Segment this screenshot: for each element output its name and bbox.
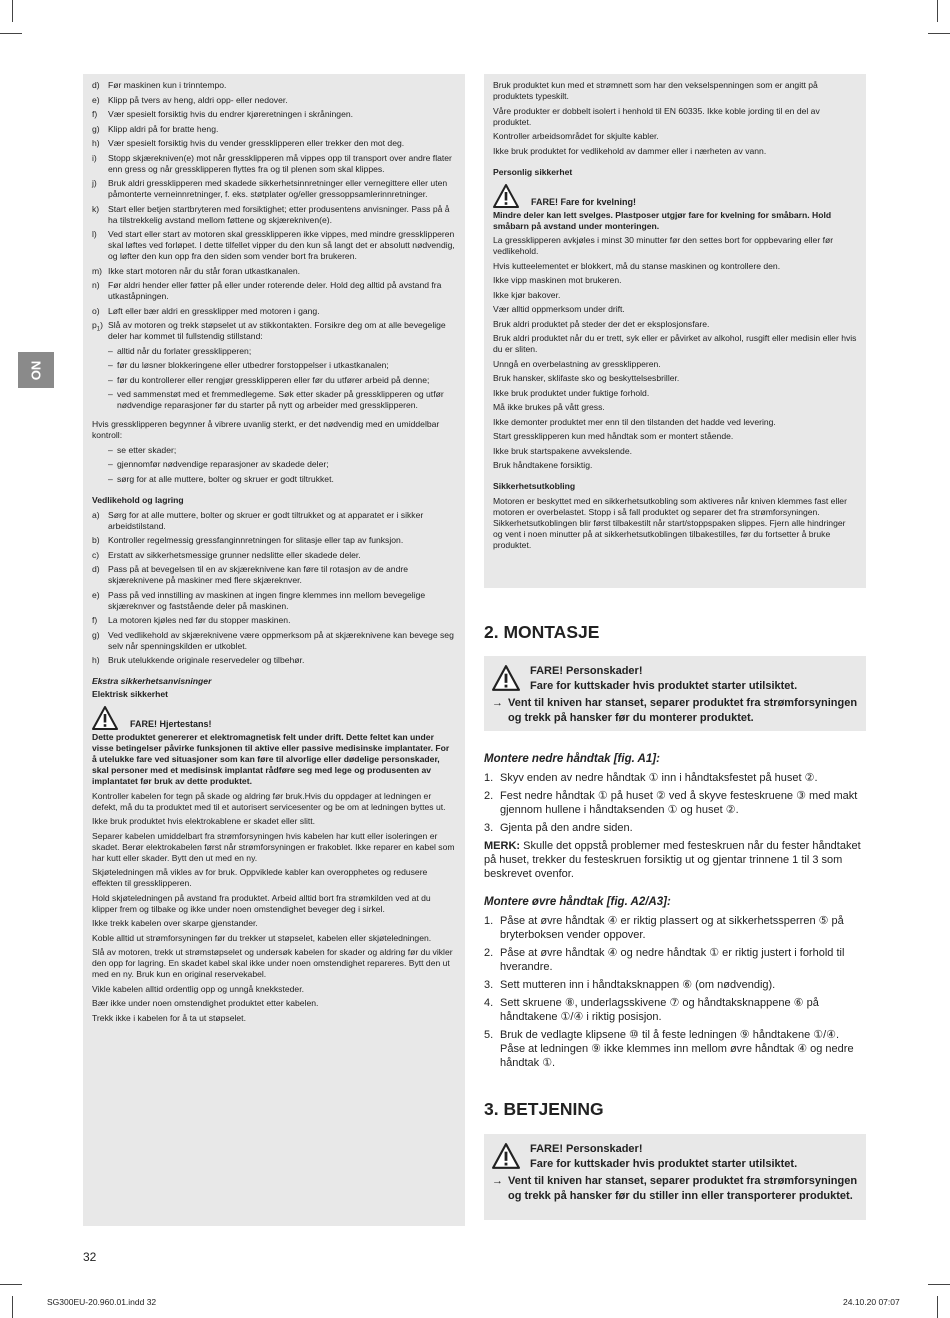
dash-item xyxy=(108,459,456,470)
item-text: Skyv enden av nedre håndtak ① inn i håndtaksfestet på huset ②. xyxy=(500,772,818,784)
item-marker: 1. xyxy=(484,915,494,927)
item-text: Klipp aldri på for bratte heng. xyxy=(108,123,219,134)
dash-item xyxy=(108,375,456,386)
dash-item xyxy=(108,474,456,485)
item-text: Før aldri hender eller føtter på eller under roterende deler. Hold deg alltid på avstand fra utkaståpningen. xyxy=(108,280,442,301)
item-text: Gjenta på den andre siden. xyxy=(500,822,633,834)
item-marker: 4. xyxy=(484,997,494,1009)
paragraph: Hold skjøteledningen på avstand fra produktet. Arbeid alltid bort fra strømkilden ved at du klipper frem og tilbake og ikke under noen omstendighet beveger deg i sirkel. xyxy=(92,892,431,914)
list-item xyxy=(92,550,456,561)
dash-item xyxy=(108,346,456,357)
step-item xyxy=(484,1028,866,1070)
item-text: Ved vedlikehold av skjæreknivene være oppmerksom på at skjæreknivene kan bevege seg selv når spenningskilden er utkoblet. xyxy=(108,629,454,651)
dash-text: før du kontrollerer eller rengjør gressklipperen eller før du utfører arbeid på denne; xyxy=(117,374,430,385)
cutoff-text: Motoren er beskyttet med en sikkerhetsutkobling som aktiveres når kniven klemmes fast eller motoren er overbelastet. Stopp i så fall produktet og separer det fra strømforsyningen. Sikkerhetsutkoblingen blir først tilbakestilt når start/stoppspaken slippes. Fjern alle hindringer og vent i noen minutter på at sikkerhetsutkoblingen tilbakestilles, før du fortsetter å bruke produktet. xyxy=(493,496,847,550)
paragraph: Hvis kutteelementet er blokkert, må du stanse maskinen og kontrollere den. xyxy=(493,260,781,271)
item-marker: 2. xyxy=(484,790,494,802)
crop-mark xyxy=(0,1284,22,1285)
crop-mark xyxy=(937,1296,938,1318)
paragraph: Skjøteledningen må vikles av for bruk. Oppviklede kabler kan overopphetes og redusere effekten til gressklipperen. xyxy=(92,867,428,888)
safety-list xyxy=(92,80,456,317)
crop-mark xyxy=(937,0,938,22)
step-item xyxy=(484,978,866,992)
item-text: Vær spesielt forsiktig hvis du endrer kjøreretningen i skråningen. xyxy=(108,109,354,119)
paragraph: Ikke vipp maskinen mot brukeren. xyxy=(493,275,622,285)
item-marker: l) xyxy=(92,229,97,239)
step-item xyxy=(484,996,866,1024)
paragraph: Ikke demonter produktet mer enn til den tilstanden det hadde ved levering. xyxy=(493,416,776,427)
list-item xyxy=(92,266,456,277)
item-marker: c) xyxy=(92,549,100,560)
list-item xyxy=(92,229,456,262)
language-tab: NO xyxy=(18,352,54,388)
list-item xyxy=(92,615,456,626)
list-item xyxy=(92,655,456,666)
dash-text: ved sammenstøt med et fremmedlegeme. Søk etter skader på gressklipperen og utfør nødvendige reparasjoner før du starter på nytt og arbeider med gressklipperen. xyxy=(117,389,444,410)
warning-heart xyxy=(92,706,456,730)
paragraph: Separer kabelen umiddelbart fra strømforsyningen hvis kabelen har kutt eller isoleringen er skadet. Berør elektrokabelen først når strømforsyningen er frakoblet. Ikke reparer en kabel som har kutt eller skader. Bytt den ut med en ny. xyxy=(92,830,455,863)
warning-icon xyxy=(92,706,118,730)
paragraph: Ikke kjør bakover. xyxy=(493,289,561,300)
item-marker: f) xyxy=(92,109,98,119)
warning-label: FARE! Hjertestans! xyxy=(130,719,212,729)
upper-handle-heading: Montere øvre håndtak [fig. A2/A3]: xyxy=(484,896,671,908)
crop-mark xyxy=(0,33,22,34)
lower-handle-heading: Montere nedre håndtak [fig. A1]: xyxy=(484,753,660,765)
item-marker: o) xyxy=(92,305,100,316)
item-text: Sett skruene ⑧, underlagsskivene ⑦ og håndtaksknappene ⑥ på håndtakene ①/④ i riktig posisjon. xyxy=(500,997,819,1023)
list-item xyxy=(92,590,456,612)
right-panel xyxy=(484,74,866,588)
warning-label: FARE! Personskader! xyxy=(530,1143,643,1155)
item-marker: h) xyxy=(92,655,100,665)
dash-marker: – xyxy=(108,374,113,385)
item-text: Bruk aldri gressklipperen med skadede sikkerhetsinnretninger eller vernegittere eller uten påmonterte verneinnretninger, f. eks. støtplater og/eller gressoppsamlerinnretninger. xyxy=(108,178,448,199)
dash-item xyxy=(108,389,456,411)
list-item xyxy=(92,564,456,586)
maintenance-list xyxy=(92,510,456,667)
paragraph: Ikke trekk kabelen over skarpe gjenstander. xyxy=(92,918,258,928)
paragraph: Ikke bruk produktet hvis elektrokablene er skadet eller slitt. xyxy=(92,816,316,826)
item-marker: g) xyxy=(92,629,100,640)
paragraph: Slå av motoren, trekk ut strømstøpselet og undersøk kabelen for skader og aldring før du vikler den opp for lagring. En skadet kabel skal ikke under noen omstendighet repareres. Bytt den ut med en ny. Bruk kun en original reservekabel. xyxy=(92,947,453,979)
paragraph: Må ikke brukes på vått gress. xyxy=(493,402,605,412)
item-text: Ikke start motoren når du står foran utkastkanalen. xyxy=(108,265,301,276)
cutoff-heading: Sikkerhetsutkobling xyxy=(493,481,576,491)
list-item xyxy=(92,80,456,91)
note: MERK: Skulle det oppstå problemer med festeskruen når du fester håndtaket på huset, trekker du festeskruen forsiktig ut og gjentar trinnene 1 til 3 som beskrevet ovenfor. xyxy=(484,840,861,880)
dash-text: før du løsner blokkeringene eller utbedrer forstoppelser i utkastkanalen; xyxy=(117,360,389,370)
item-marker: b) xyxy=(92,535,100,545)
warning-action: Vent til kniven har stanset, separer produktet fra strømforsyningen og trekk på hansker før du monterer produktet. xyxy=(508,697,858,724)
item-text: Erstatt av sikkerhetsmessige grunner nedslitte eller skadede deler. xyxy=(108,549,361,560)
footer-date: 24.10.20 07:07 xyxy=(843,1297,900,1307)
paragraph: Vikle kabelen alltid ordentlig opp og unngå knekksteder. xyxy=(92,983,304,994)
item-marker: i) xyxy=(92,152,97,163)
warning-label: FARE! Personskader! xyxy=(530,665,643,677)
list-item-p1: $p_1$) Slå av motoren og trekk støpselet ut av stikkontakten. Forsikre deg om at alle bevegelige deler har kommet til fullstendig stillstand: xyxy=(92,320,446,341)
item-text: Pass på at bevegelsen til en av skjæreknivene kan føre til rotasjon av de andre skjæreknivene på maskiner med flere skjæreknver. xyxy=(108,564,408,585)
dash-text: se etter skader; xyxy=(117,444,177,455)
step-item xyxy=(484,771,866,785)
paragraph: Ikke bruk produktet under fuktige forhold. xyxy=(493,387,650,398)
extra-heading: Ekstra sikkerhetsanvisninger xyxy=(92,676,212,686)
step-item xyxy=(484,821,866,835)
list-item xyxy=(92,178,456,200)
item-marker: e) xyxy=(92,94,100,105)
item-marker: n) xyxy=(92,280,100,290)
dash-marker: – xyxy=(108,360,113,370)
arrow-icon: → xyxy=(492,1175,503,1187)
list-item xyxy=(92,109,456,120)
crop-mark xyxy=(12,0,13,22)
page-number: 32 xyxy=(83,1250,97,1264)
item-marker: e) xyxy=(92,589,100,600)
paragraph: Våre produkter er dobbelt isolert i henhold til EN 60335. Ikke koble jording til en del av produktet. xyxy=(493,105,820,127)
item-text: Påse at øvre håndtak ④ er riktig plassert og at sikkerhetssperren ⑤ på bryterboksen vender oppover. xyxy=(500,915,844,941)
montasje-warning-box xyxy=(484,656,866,731)
step-item xyxy=(484,946,866,974)
paragraph: Bruk aldri produktet på steder der det er eksplosjonsfare. xyxy=(493,318,710,329)
item-text: Løft eller bær aldri en gressklipper med motoren i gang. xyxy=(108,305,320,316)
paragraph: Bruk aldri produktet når du er trett, syk eller er påvirket av alkohol, rusgift eller medisin eller hvis du er sliten. xyxy=(493,333,857,354)
upper-handle-steps xyxy=(484,914,866,1070)
list-item xyxy=(92,95,456,106)
dash-marker: – xyxy=(108,459,113,469)
item-text: Pass på ved innstilling av maskinen at ingen fingre klemmes inn mellom bevegelige skjæreknver og faststående deler på maskinen. xyxy=(108,589,426,611)
warning-subtext: Fare for kuttskader hvis produktet starter utilsiktet. xyxy=(530,1158,798,1170)
crop-mark xyxy=(12,1296,13,1318)
paragraph: Koble alltid ut strømforsyningen før du trekker ut støpselet, kabelen eller skjøteledningen. xyxy=(92,932,432,943)
list-item xyxy=(92,510,456,532)
dash-text: gjennomfør nødvendige reparasjoner av skadede deler; xyxy=(117,459,329,469)
item-text: Før maskinen kun i trinntempo. xyxy=(108,80,227,90)
item-text: Start eller betjen startbryteren med forsiktighet; etter produsentens anvisninger. Pass på å ha tilstrekkelig avstand mellom føttene og skjærekniven(e). xyxy=(108,203,450,225)
warning-icon xyxy=(492,665,520,691)
dash-marker: – xyxy=(108,444,113,455)
footer-file: SG300EU-20.960.01.indd 32 xyxy=(47,1297,157,1307)
paragraph: Vær alltid oppmerksom under drift. xyxy=(493,304,625,314)
item-text: Stopp skjærekniven(e) mot når gressklipperen må vippes opp til transport over andre flater enn gress og når gressklipperen flyttes fra og til plenen som skal klippes. xyxy=(108,152,452,174)
warning-label: FARE! Fare for kvelning! xyxy=(531,196,637,207)
list-item xyxy=(92,138,456,149)
item-marker: 3. xyxy=(484,979,494,991)
item-marker: f) xyxy=(92,615,98,625)
item-text: Vær spesielt forsiktig hvis du vender gressklipperen eller trekker den mot deg. xyxy=(108,138,405,148)
paragraph: Kontroller kabelen for tegn på skade og aldring før bruk.Hvis du oppdager at ledningen er defekt, må du ta produktet med til et autorisert servicesenter og be om at ledningen byttes ut. xyxy=(92,790,446,812)
paragraph: Bær ikke under noen omstendighet produktet etter kabelen. xyxy=(92,998,319,1008)
paragraph: Bruk håndtakene forsiktig. xyxy=(493,460,593,470)
warning-icon xyxy=(493,184,519,208)
crop-mark xyxy=(928,33,950,34)
dash-text: sørg for at alle muttere, bolter og skruer er godt tiltrukket. xyxy=(117,473,334,484)
item-text: Ved start eller start av motoren skal gressklipperen ikke vippes, med mindre gressklipperen skal løftes ved forløpet. I dette tilfellet vipper du den kun så langt det er absolutt nødvendig, og løfter den kun opp fra den siden som vender bort fra brukeren. xyxy=(108,229,455,261)
item-marker: m) xyxy=(92,265,103,276)
item-text: Sørg for at alle muttere, bolter og skruer er godt tiltrukket og at apparatet er i sikker arbeidstilstand. xyxy=(108,509,424,531)
left-panel xyxy=(83,74,465,1226)
maintenance-heading: Vedlikehold og lagring xyxy=(92,494,184,505)
item-text: Sett mutteren inn i håndtaksknappen ⑥ (om nødvendig). xyxy=(500,979,776,991)
item-marker: 5. xyxy=(484,1029,494,1041)
list-item xyxy=(92,204,456,226)
montasje-content xyxy=(484,752,866,1074)
step-item xyxy=(484,914,866,942)
list-item xyxy=(92,280,456,302)
crop-mark xyxy=(928,1284,950,1285)
warning-action: Vent til kniven har stanset, separer produktet fra strømforsyningen og trekk på hansker før du stiller inn eller transporterer produktet. xyxy=(508,1175,858,1202)
item-marker: k) xyxy=(92,203,100,214)
warning-text: Mindre deler kan lett svelges. Plastposer utgjør fare for kvelning for småbarn. Hold småbarn på avstand under monteringen. xyxy=(493,209,832,231)
item-marker: a) xyxy=(92,509,100,520)
paragraph: La gressklipperen avkjøles i minst 30 minutter før den settes bort for oppbevaring eller før vedlikehold. xyxy=(493,235,834,256)
betjening-warning-box xyxy=(484,1134,866,1220)
paragraph: Trekk ikke i kabelen for å ta ut støpselet. xyxy=(92,1012,246,1023)
paragraph: Ikke bruk startspakene avvekslende. xyxy=(493,445,633,456)
item-text: Kontroller regelmessig gressfanginnretningen for slitasje eller tap av funksjon. xyxy=(108,535,404,545)
item-text: Bruk utelukkende originale reservedeler og tilbehør. xyxy=(108,655,305,665)
paragraph: Unngå en overbelastning av gressklipperen. xyxy=(493,358,661,369)
paragraph: Bruk produktet kun med et strømnett som har den vekselspenningen som er angitt på produktets typeskilt. xyxy=(493,80,818,101)
item-marker: j) xyxy=(92,178,97,188)
item-text: Påse at øvre håndtak ④ og nedre håndtak ① er riktig justert i forhold til hverandre. xyxy=(500,947,845,973)
item-marker: h) xyxy=(92,138,100,148)
dash-marker: – xyxy=(108,345,113,356)
electric-paragraphs xyxy=(92,791,456,1024)
list-item xyxy=(92,124,456,135)
dash-item xyxy=(108,445,456,456)
betjening-heading: 3. BETJENING xyxy=(484,1099,604,1119)
warning-subtext: Fare for kuttskader hvis produktet starter utilsiktet. xyxy=(530,680,798,692)
vibration-dash-list xyxy=(92,445,456,485)
paragraph: Start gressklipperen kun med håndtak som er montert stående. xyxy=(493,431,734,441)
paragraph: Bruk hansker, sklifaste sko og beskyttelsesbriller. xyxy=(493,373,680,383)
item-marker: 2. xyxy=(484,947,494,959)
paragraph: Ikke bruk produktet for vedlikehold av dammer eller i nærheten av vann. xyxy=(493,145,767,156)
item-text: Bruk de vedlagte klipsene ⑩ til å feste ledningen ⑨ håndtakene ①/④. Påse at ledningen ⑨ ikke klemmes inn mellom øvre håndtak ④ og nedre håndtak ①. xyxy=(500,1029,854,1069)
dash-text: alltid når du forlater gressklipperen; xyxy=(117,345,252,356)
list-item xyxy=(92,535,456,546)
item-text: Klipp på tvers av heng, aldri opp- eller nedover. xyxy=(108,94,288,105)
item-marker: 1. xyxy=(484,772,494,784)
item-text: La motoren kjøles ned før du stopper maskinen. xyxy=(108,615,291,625)
warning-icon xyxy=(492,1143,520,1169)
lower-handle-steps xyxy=(484,771,866,835)
warning-choking xyxy=(493,184,857,208)
item-marker: d) xyxy=(92,80,100,90)
dash-marker: – xyxy=(108,389,113,399)
arrow-icon: → xyxy=(492,697,503,709)
step-item xyxy=(484,789,866,817)
montasje-heading: 2. MONTASJE xyxy=(484,622,600,642)
vibration-text: Hvis gressklipperen begynner å vibrere uvanlig sterkt, er det nødvendig med en umiddelbar kontroll: xyxy=(92,419,440,440)
item-marker: g) xyxy=(92,123,100,134)
electric-heading: Elektrisk sikkerhet xyxy=(92,689,168,699)
warning-text: Dette produktet genererer et elektromagnetisk felt under drift. Dette feltet kan under visse betingelser påvirke funksjonen til aktive eller passive medisinske implantater. For å utelukke fare ved situasjoner som kan føre til alvorlige eller dødelige personskader, skal personer med et medisinsk implantat rådføre seg med lege og produsenten av implantatet før bruk av dette produktet. xyxy=(92,732,450,786)
personal-paragraphs xyxy=(493,235,857,471)
electric-paragraphs-cont xyxy=(493,80,857,157)
item-marker: d) xyxy=(92,564,100,574)
dash-marker: – xyxy=(108,473,113,484)
item-text: Fest nedre håndtak ① på huset ② ved å skyve festeskruene ③ med makt gjennom hullene i håndtaksenden ① og huset ②. xyxy=(500,790,858,816)
personal-safety-heading: Personlig sikkerhet xyxy=(493,166,573,177)
item-marker: 3. xyxy=(484,822,494,834)
list-item xyxy=(92,630,456,652)
paragraph: Kontroller arbeidsområdet for skjulte kabler. xyxy=(493,131,659,141)
list-item xyxy=(92,153,456,175)
dash-item xyxy=(108,360,456,371)
list-item xyxy=(92,306,456,317)
p1-dash-list xyxy=(92,346,456,412)
